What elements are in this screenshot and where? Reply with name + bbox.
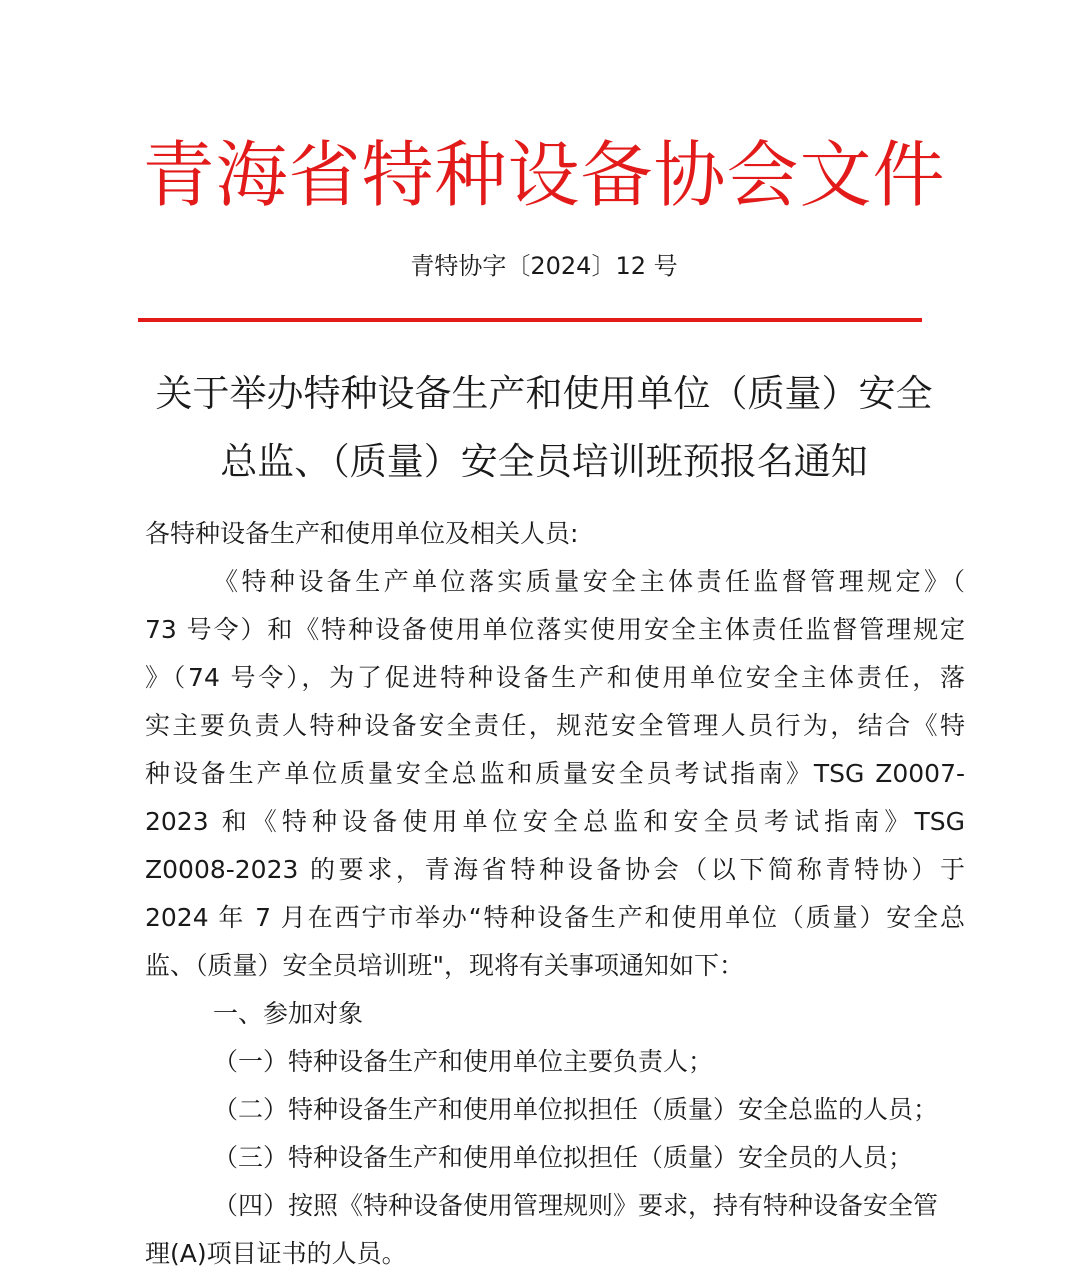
- document-number: 青特协字〔2024〕12 号: [410, 252, 678, 280]
- document-header-title: 青海省特种设备协会文件: [142, 133, 946, 217]
- notice-body: [145, 510, 965, 1278]
- list-item: （二）特种设备生产和使用单位拟担任（质量）安全总监的人员；: [213, 1095, 939, 1124]
- paragraph-line: 监、（质量）安全员培训班"，现将有关事项通知如下：: [145, 951, 745, 980]
- red-divider-line: [138, 318, 922, 322]
- list-item: （四）按照《特种设备使用管理规则》要求，持有特种设备安全管: [213, 1191, 939, 1220]
- paragraph-line: 2023 和《特种设备使用单位安全总监和安全员考试指南》TSG: [145, 807, 965, 836]
- paragraph-line: 种设备生产单位质量安全总监和质量安全员考试指南》TSG Z0007-: [145, 759, 965, 788]
- salutation: 各特种设备生产和使用单位及相关人员:: [145, 519, 579, 548]
- notice-title-line: 总监、（质量）安全员培训班预报名通知: [220, 440, 868, 483]
- paragraph-line: 73 号令）和《特种设备使用单位落实使用安全主体责任监督管理规定: [145, 615, 965, 644]
- paragraph-line: Z0008-2023 的要求，青海省特种设备协会（以下简称青特协）于: [145, 855, 965, 884]
- list-item-continuation: 理(A)项目证书的人员。: [145, 1239, 407, 1268]
- paragraph-line: 》（74 号令），为了促进特种设备生产和使用单位安全主体责任，落: [145, 663, 965, 692]
- list-item: （三）特种设备生产和使用单位拟担任（质量）安全员的人员；: [213, 1143, 914, 1172]
- notice-title-line: 关于举办特种设备生产和使用单位（质量）安全: [155, 372, 933, 415]
- paragraph-line: 实主要负责人特种设备安全责任，规范安全管理人员行为，结合《特: [145, 711, 965, 740]
- paragraph-line: 2024 年 7 月在西宁市举办“特种设备生产和使用单位（质量）安全总: [145, 903, 965, 932]
- list-item: （一）特种设备生产和使用单位主要负责人；: [213, 1047, 714, 1076]
- section-heading: 一、参加对象: [213, 999, 364, 1028]
- paragraph-line: 《特种设备生产单位落实质量安全主体责任监督管理规定》（: [213, 567, 965, 596]
- notice-title: [0, 360, 1088, 496]
